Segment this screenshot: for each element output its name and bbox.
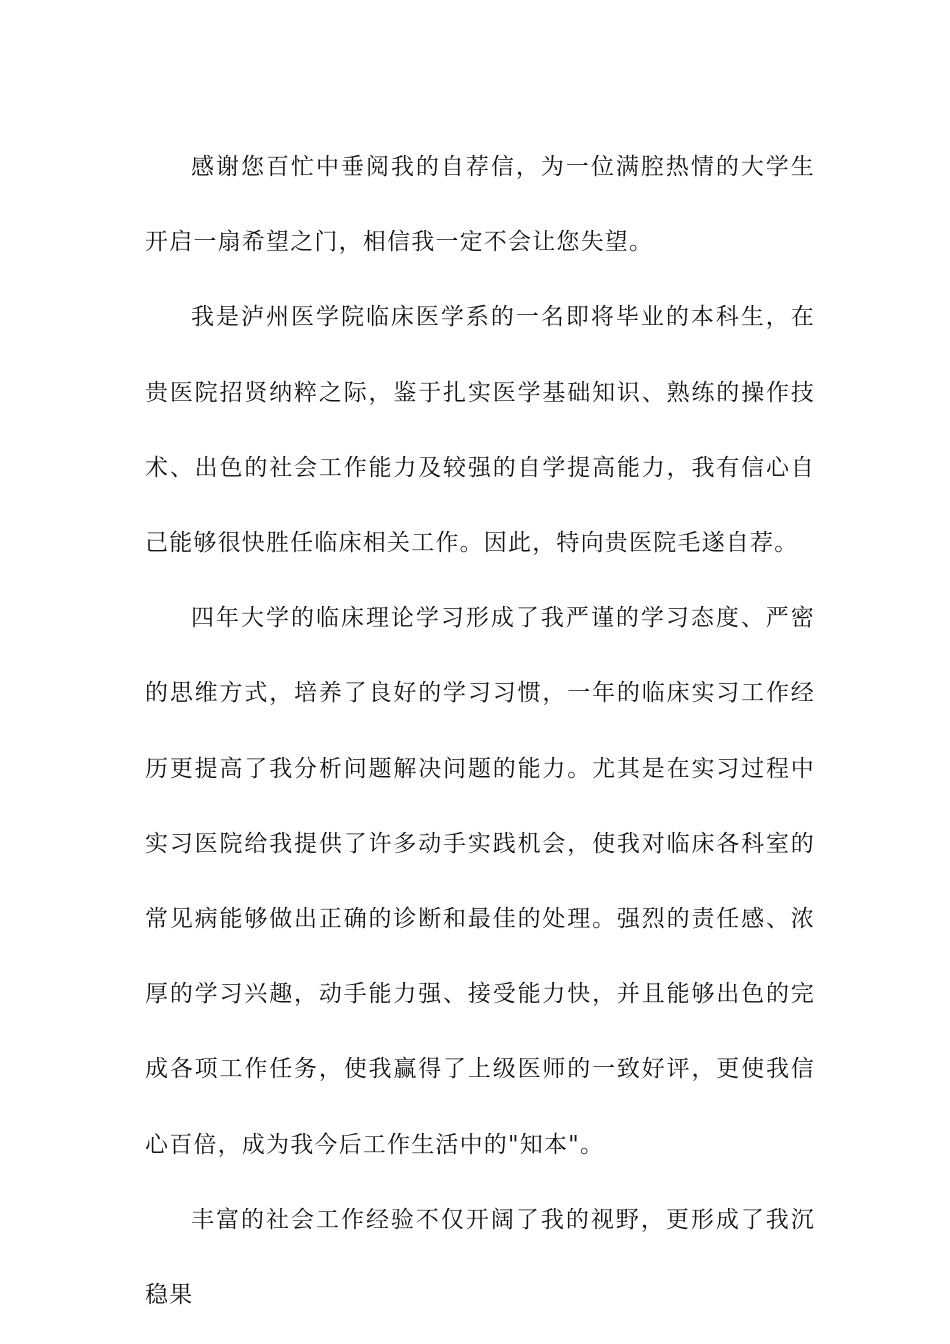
paragraph-introduction: 我是泸州医学院临床医学系的一名即将毕业的本科生，在贵医院招贤纳粹之际，鉴于扎实医学基础知识、熟练的操作技术、出色的社会工作能力及较强的自学提高能力，我有信心自己能够很快胜任临床相关工作。因此，特向贵医院毛遂自荐。 xyxy=(145,304,815,557)
paragraph-study-experience: 四年大学的临床理论学习形成了我严谨的学习态度、严密的思维方式，培养了良好的学习习惯，一年的临床实习工作经历更提高了我分析问题解决问题的能力。尤其是在实习过程中实习医院给我提供了许多动手实践机会，使我对临床各科室的常见病能够做出正确的诊断和最佳的处理。强烈的责任感、浓厚的学习兴趣，动手能力强、接受能力快，并且能够出色的完成各项工作任务，使我赢得了上级医师的一致好评，更使我信心百倍，成为我今后工作生活中的"知本"。 xyxy=(145,605,815,1158)
paragraph-social-experience: 丰富的社会工作经验不仅开阔了我的视野，更形成了我沉稳果 xyxy=(145,1206,815,1309)
paragraph-thanks: 感谢您百忙中垂阅我的自荐信，为一位满腔热情的大学生开启一扇希望之门，相信我一定不会让您失望。 xyxy=(145,154,815,256)
letter-body xyxy=(145,130,815,1333)
